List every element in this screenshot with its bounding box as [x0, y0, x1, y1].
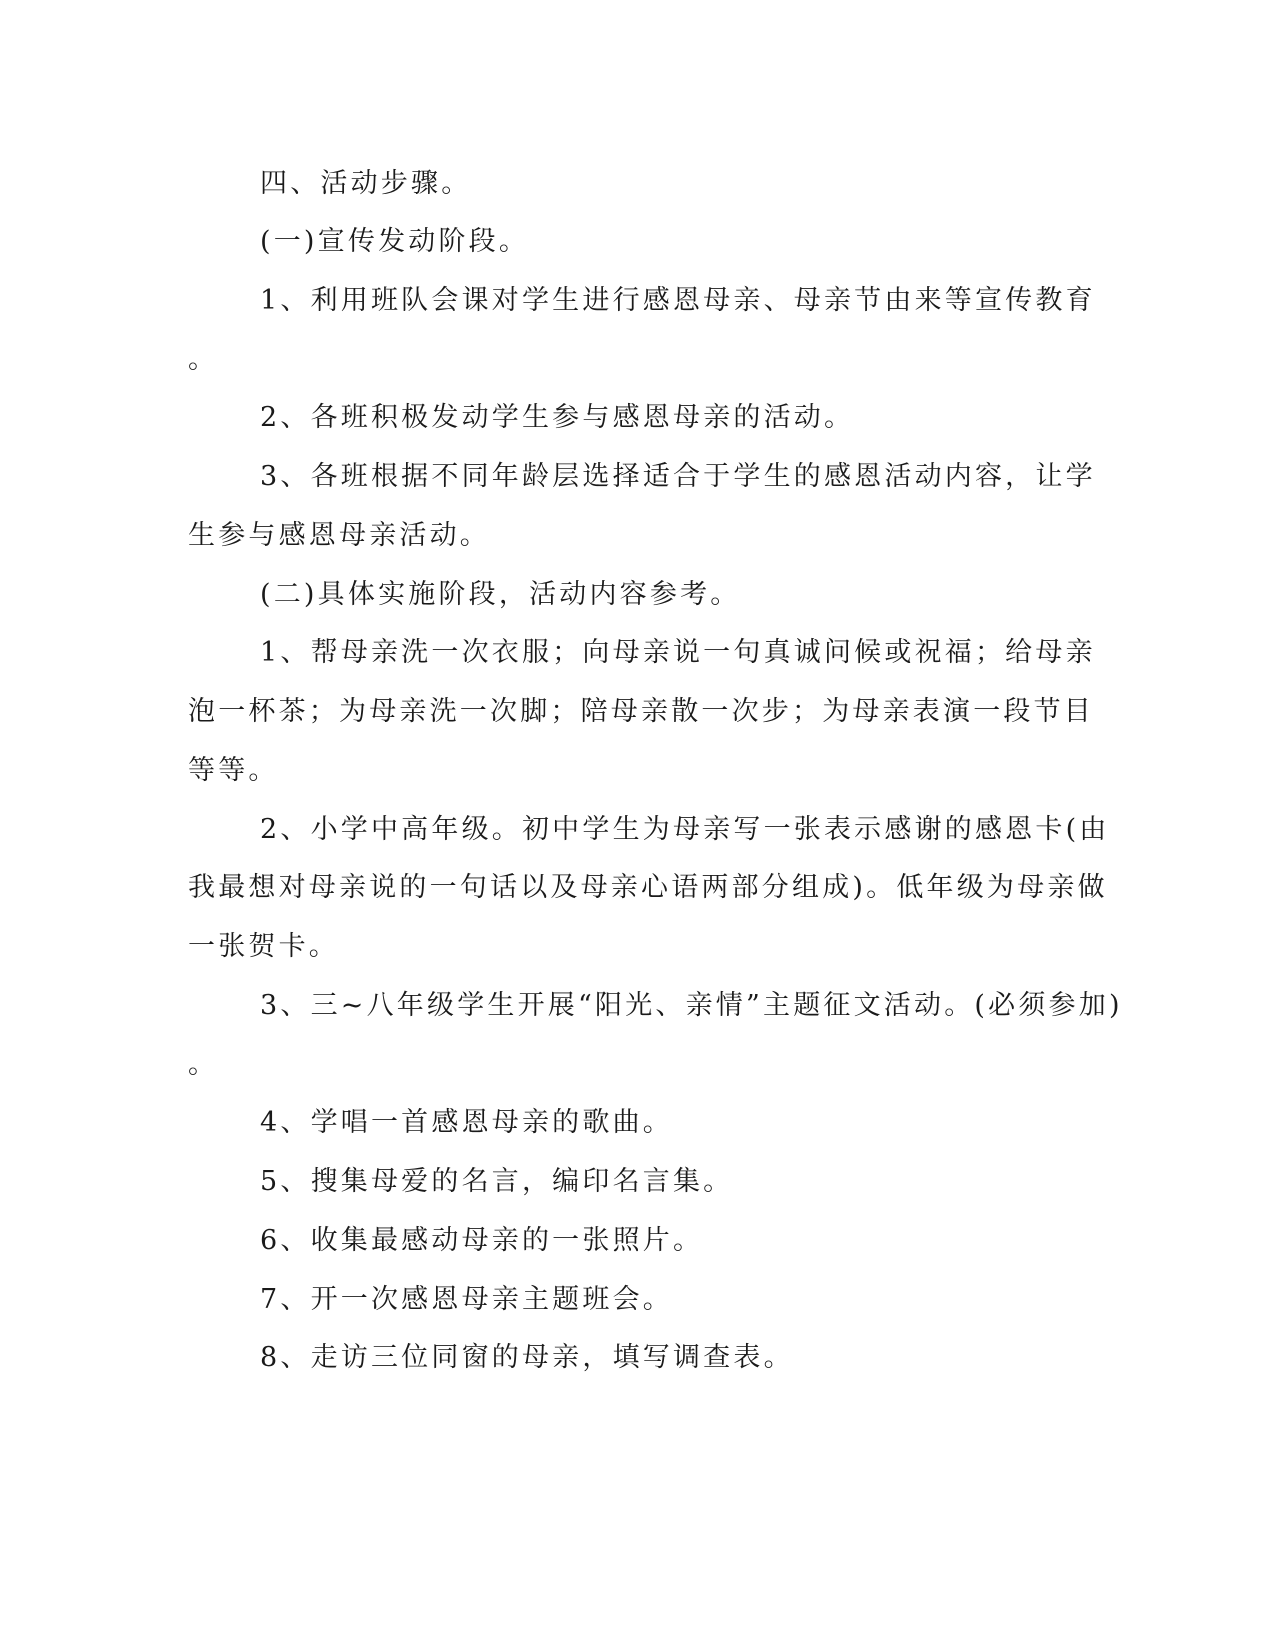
paragraph-line: 5、搜集母爱的名言，编印名言集。: [260, 1166, 734, 1197]
paragraph-line: 3、三~八年级学生开展“阳光、亲情”主题征文活动。(必须参加): [260, 990, 1123, 1021]
paragraph-line: 。: [188, 1049, 219, 1080]
paragraph-line: 泡一杯茶；为母亲洗一次脚；陪母亲散一次步；为母亲表演一段节目: [188, 696, 1094, 727]
paragraph-line: 6、收集最感动母亲的一张照片。: [260, 1225, 704, 1256]
paragraph-line: 2、小学中高年级。初中学生为母亲写一张表示感谢的感恩卡(由: [260, 814, 1110, 845]
subsection-heading: (二)具体实施阶段，活动内容参考。: [260, 579, 741, 610]
subsection-heading: (一)宣传发动阶段。: [260, 226, 530, 257]
paragraph-line: 3、各班根据不同年龄层选择适合于学生的感恩活动内容，让学: [260, 461, 1096, 492]
paragraph-line: 8、走访三位同窗的母亲，填写调查表。: [260, 1342, 794, 1373]
paragraph-line: 1、帮母亲洗一次衣服；向母亲说一句真诚问候或祝福；给母亲: [260, 637, 1096, 668]
paragraph-line: 我最想对母亲说的一句话以及母亲心语两部分组成)。低年级为母亲做: [188, 872, 1108, 903]
paragraph-line: 2、各班积极发动学生参与感恩母亲的活动。: [260, 402, 855, 433]
section-heading: 四、活动步骤。: [260, 168, 472, 199]
paragraph-line: 等等。: [188, 755, 279, 786]
paragraph-line: 。: [188, 344, 219, 375]
paragraph-line: 1、利用班队会课对学生进行感恩母亲、母亲节由来等宣传教育: [260, 285, 1096, 316]
paragraph-line: 4、学唱一首感恩母亲的歌曲。: [260, 1107, 673, 1138]
paragraph-line: 7、开一次感恩母亲主题班会。: [260, 1284, 673, 1315]
paragraph-line: 一张贺卡。: [188, 931, 339, 962]
paragraph-line: 生参与感恩母亲活动。: [188, 520, 490, 551]
